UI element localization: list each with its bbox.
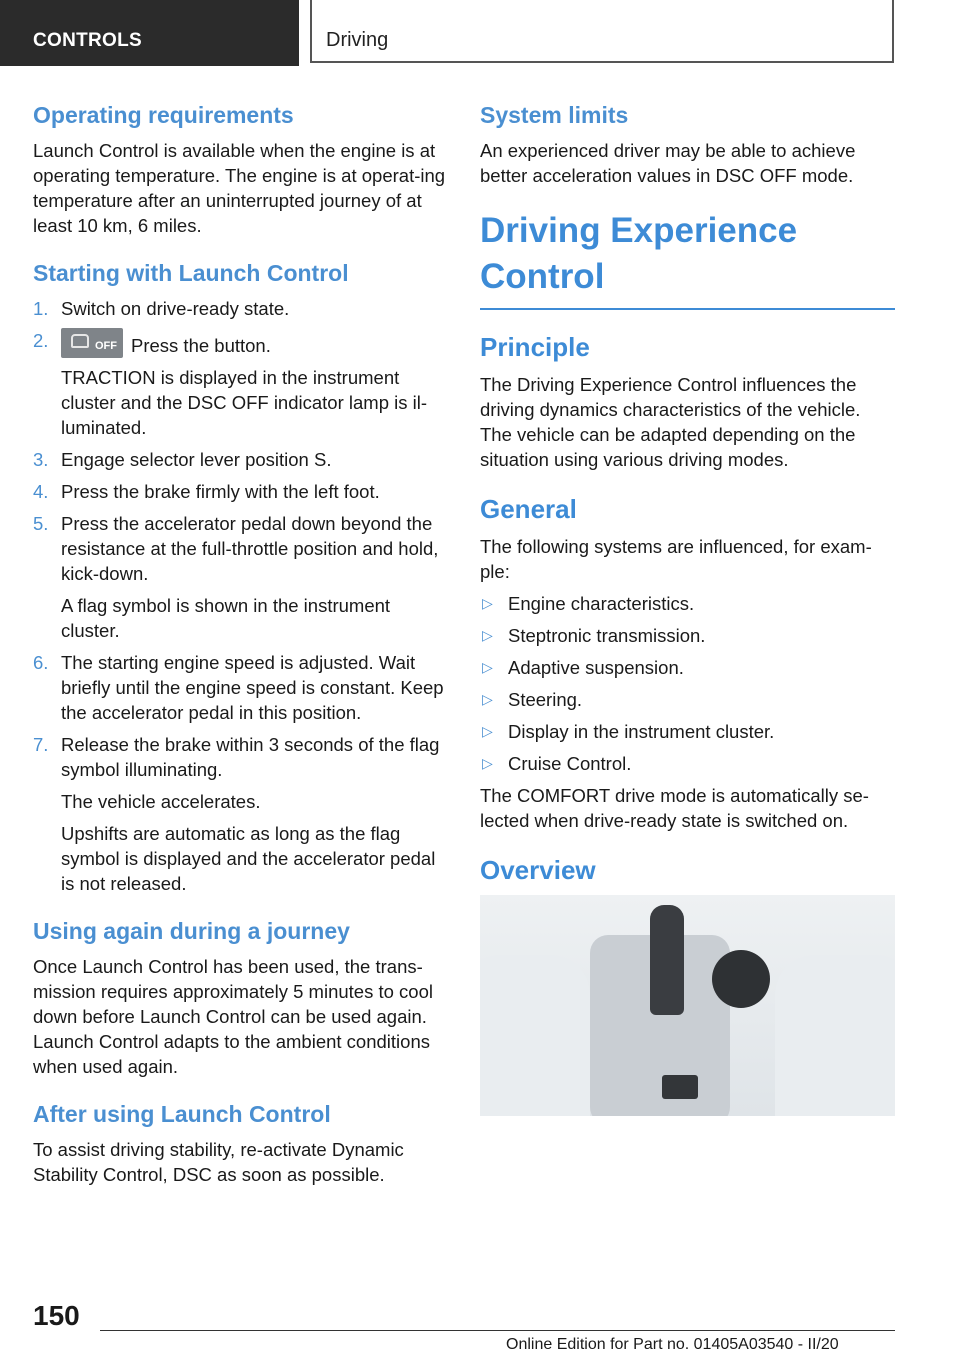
operating-requirements-section xyxy=(33,100,447,238)
step-number: 7. xyxy=(33,734,49,755)
principle-text: The Driving Experience Control influences the driving dynamics characteristics of the vehicle. The vehicle can be adapted depending on the situation using various driving modes. xyxy=(480,374,861,470)
triangle-bullet-icon: ▷ xyxy=(482,627,493,643)
step-text: Engage selector lever position S. xyxy=(61,449,332,470)
operating-requirements-text: Launch Control is available when the engine is at operating temperature. The engine is at operat-ing temperature after an uninterrupted journey of at least 10 km, 6 miles. xyxy=(33,140,446,236)
general-list xyxy=(480,591,895,776)
step-number: 1. xyxy=(33,298,49,319)
right-column xyxy=(480,100,895,1116)
controller-knob-shape xyxy=(712,950,770,1008)
list-item: ▷ Cruise Control. xyxy=(482,753,632,774)
step-text: Release the brake within 3 seconds of the flag symbol illuminating. xyxy=(61,734,440,780)
principle-heading: Principle xyxy=(480,332,590,362)
page-header xyxy=(0,0,960,66)
step-text: Press the brake firmly with the left foot. xyxy=(61,481,380,502)
step-item xyxy=(33,732,447,896)
step-number: 6. xyxy=(33,652,49,673)
selector-lever-shape xyxy=(650,905,684,1015)
step-text: Switch on drive-ready state. xyxy=(61,298,290,319)
starting-section xyxy=(33,258,447,896)
triangle-bullet-icon: ▷ xyxy=(482,691,493,707)
after-text: To assist driving stability, re-activate Dynamic Stability Control, DSC as soon as possible. xyxy=(33,1139,404,1185)
edition-text: Online Edition for Part no. 01405A03540 - II/20 xyxy=(506,1336,839,1353)
list-item: ▷ Steptronic transmission. xyxy=(482,625,706,646)
list-item: ▷ Steering. xyxy=(482,689,583,710)
general-section xyxy=(480,492,895,833)
section-tab xyxy=(0,0,299,66)
after-heading: After using Launch Control xyxy=(33,1101,331,1127)
triangle-bullet-icon: ▷ xyxy=(482,755,493,771)
triangle-bullet-icon: ▷ xyxy=(482,723,493,739)
step-item xyxy=(33,650,447,725)
step-item xyxy=(33,479,447,504)
dsc-off-button-icon xyxy=(61,328,123,358)
triangle-bullet-icon: ▷ xyxy=(482,595,493,611)
step-subtext: A flag symbol is shown in the instrument cluster. xyxy=(61,595,391,641)
step-subtext: The vehicle accelerates. xyxy=(61,791,261,812)
using-again-section xyxy=(33,916,447,1079)
list-item: ▷ Display in the instrument cluster. xyxy=(482,721,775,742)
step-subtext: Upshifts are automatic as long as the flag symbol is displayed and the accelerator pedal is not released. xyxy=(61,823,436,894)
system-limits-section xyxy=(480,100,895,188)
step-subtext: TRACTION is displayed in the instrument cluster and the DSC OFF indicator lamp is il-luminated. xyxy=(61,367,428,438)
step-number: 4. xyxy=(33,481,49,502)
general-heading: General xyxy=(480,494,577,524)
overview-heading: Overview xyxy=(480,855,596,885)
step-item xyxy=(33,296,447,321)
right-seat-shape xyxy=(775,955,895,1116)
step-item xyxy=(33,447,447,472)
section-label: CONTROLS xyxy=(33,30,143,51)
using-again-heading: Using again during a journey xyxy=(33,918,350,944)
principle-section xyxy=(480,330,895,472)
chapter-label: Driving xyxy=(326,29,389,51)
overview-section xyxy=(480,853,895,1116)
general-outro: The COMFORT drive mode is automatically se-lected when drive-ready state is switched on. xyxy=(480,785,869,831)
starting-heading: Starting with Launch Control xyxy=(33,260,349,286)
footer-divider xyxy=(100,1330,895,1331)
step-text: The starting engine speed is adjusted. Wait briefly until the engine speed is constant. Keep the accelerator pedal in this position. xyxy=(61,652,444,723)
parking-brake-shape xyxy=(662,1075,698,1099)
step-text: Press the button. xyxy=(131,335,271,356)
starting-steps xyxy=(33,296,447,896)
step-text: Press the accelerator pedal down beyond the resistance at the full-throttle position and hold, kick-down. xyxy=(61,513,439,584)
left-column xyxy=(33,100,447,1207)
off-icon-label: OFF xyxy=(95,340,117,352)
system-limits-heading: System limits xyxy=(480,102,629,128)
step-item xyxy=(33,511,447,643)
triangle-bullet-icon: ▷ xyxy=(482,659,493,675)
system-limits-text: An experienced driver may be able to achieve better acceleration values in DSC OFF mode. xyxy=(480,140,856,186)
list-item: ▷ Adaptive suspension. xyxy=(482,657,684,678)
chapter-box xyxy=(310,0,894,63)
list-item: ▷ Engine characteristics. xyxy=(482,593,695,614)
step-number: 5. xyxy=(33,513,49,534)
using-again-text: Once Launch Control has been used, the trans-mission requires approximately 5 minutes to cool down before Launch Control can be used again. Launch Control adapts to the ambient conditions when used again. xyxy=(33,956,433,1077)
car-skid-icon xyxy=(71,334,89,348)
driving-experience-control-title: Driving Experience Control xyxy=(480,208,895,310)
after-section xyxy=(33,1099,447,1187)
operating-requirements-heading: Operating requirements xyxy=(33,102,294,128)
step-item xyxy=(33,328,447,440)
page-number: 150 xyxy=(33,1300,80,1331)
step-number: 3. xyxy=(33,449,49,470)
left-seat-shape xyxy=(480,955,590,1116)
general-intro: The following systems are influenced, for exam-ple: xyxy=(480,536,872,582)
step-number: 2. xyxy=(33,330,49,351)
center-console-image xyxy=(480,895,895,1116)
